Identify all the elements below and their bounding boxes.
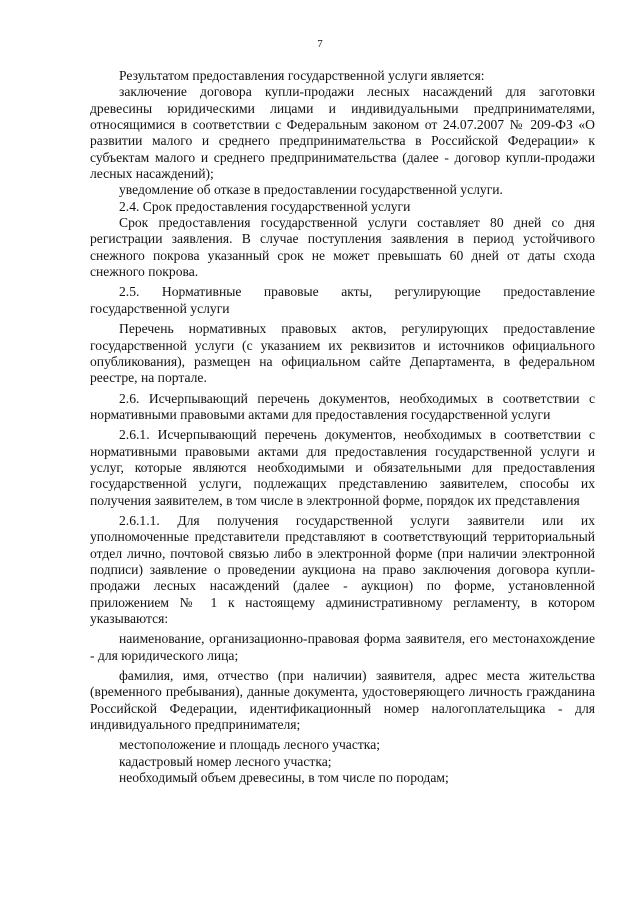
document-body [90, 68, 595, 786]
section-heading-2-4: 2.4. Срок предоставления государственной услуги [119, 198, 411, 214]
section-heading-2-5: 2.5. Нормативные правовые акты, регулирующие предоставление государственной услуги [90, 284, 595, 316]
paragraph-result-intro: Результатом предоставления государственной услуги является: [119, 68, 485, 83]
list-item-location-area: местоположение и площадь лесного участка; [119, 737, 381, 753]
paragraph-refusal-notice: уведомление об отказе в предоставлении государственной услуги. [119, 182, 503, 198]
list-item-wood-volume: необходимый объем древесины, в том числе по породам; [119, 770, 449, 786]
section-heading-2-6-1: 2.6.1. Исчерпывающий перечень документов, необходимых в соответствии с нормативными правовыми актами для предоставления государственной услуги и услуг, которые являются необходимыми и обязательными для предоставления государственной услуги, подлежащих представлению заявителем, способы их получения заявителем, в том числе в электронной форме, порядок их представления [90, 427, 595, 508]
list-item-cadastral-number: кадастровый номер лесного участка; [119, 753, 332, 769]
paragraph-2-6-1-1: 2.6.1.1. Для получения государственной услуги заявители или их уполномоченные представители представляют в соответствующий территориальный отдел лично, почтовой связью либо в электронной форме (при наличии электронной подписи) заявление о проведении аукциона на право заключения договора купли-продажи лесных насаждений (далее - аукцион) по форме, установленной приложением № 1 к настоящему административному регламенту, в котором указываются: [90, 512, 595, 626]
page-number: 7 [317, 38, 323, 50]
list-item-legal-entity: наименование, организационно-правовая форма заявителя, его местонахождение - для юридического лица; [90, 631, 595, 663]
paragraph-contract-conclusion: заключение договора купли-продажи лесных насаждений для заготовки древесины юридическими лицами и индивидуальными предпринимателями, относящимися в соответствии с Федеральным законом от 24.07.2007 № 209-ФЗ «О развитии малого и среднего предпринимательства в Российской Федерации» к субъектам малого и среднего предпринимательства (далее - договор купли-продажи лесных насаждений); [90, 84, 595, 182]
paragraph-service-term: Срок предоставления государственной услуги составляет 80 дней со дня регистрации заявления. В случае поступления заявления в период устойчивого снежного покрова указанный срок не может превышать 60 дней от даты схода снежного покрова. [90, 215, 595, 280]
paragraph-legal-acts-list: Перечень нормативных правовых актов, регулирующих предоставление государственной услуги (с указанием их реквизитов и источников официального опубликования), размещен на официальном сайте Департамента, в федеральном реестре, на портале. [90, 321, 595, 386]
section-heading-2-6: 2.6. Исчерпывающий перечень документов, необходимых в соответствии с нормативными правовыми актами для предоставления государственной услуги [90, 390, 595, 422]
list-item-entrepreneur: фамилия, имя, отчество (при наличии) заявителя, адрес места жительства (временного пребывания), данные документа, удостоверяющего личность гражданина Российской Федерации, идентификационный номер налогоплательщика - для индивидуального предпринимателя; [90, 668, 595, 733]
